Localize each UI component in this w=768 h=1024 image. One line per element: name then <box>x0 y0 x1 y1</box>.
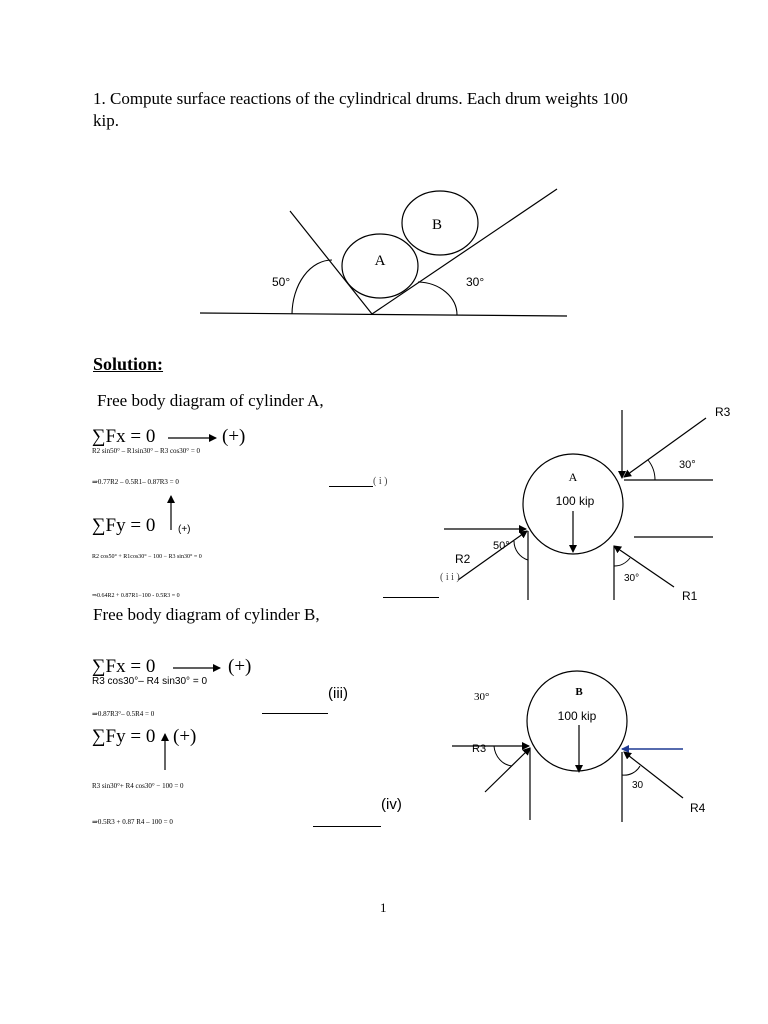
angle-label-right: 30° <box>466 275 485 289</box>
left-wall <box>290 211 372 314</box>
a-eq1: R2 sin50° – R1sin30° – R3 cos30° = 0 <box>92 447 201 455</box>
r3-angle-arc-b <box>494 746 512 766</box>
fbd-cylinder-b <box>452 671 706 822</box>
r1-angle-arc-a <box>614 558 630 566</box>
r4-arrow-b <box>624 752 683 798</box>
b-eq1: R3 cos30°– R4 sin30° = 0 <box>92 676 208 687</box>
problem-statement: 1. Compute surface reactions of the cylindrical drums. Each drum weights 100 kip. <box>93 89 628 130</box>
fbd-cylinder-a <box>444 405 731 603</box>
r1-label-a: R1 <box>682 589 698 603</box>
a-fx-positive: (+) <box>222 426 246 447</box>
cylinder-b-label: B <box>575 686 583 698</box>
a-sum-fx: ∑Fx = 0 <box>92 426 156 447</box>
right-incline <box>372 189 557 314</box>
r4-angle-arc-b <box>622 766 640 775</box>
b-sum-fx: ∑Fx = 0 <box>92 656 156 677</box>
r3-arrow-b <box>485 748 530 792</box>
cylinder-a-label: A <box>568 470 578 484</box>
a-eq2-marker: ( i i ) <box>440 572 460 583</box>
b-eq2: R3 sin30°+ R4 cos30° − 100 = 0 <box>92 782 184 790</box>
a-fy-positive: (+) <box>178 524 191 535</box>
b-eq1-result: ⇒0.87R3°– 0.5R4 = 0 <box>92 710 155 718</box>
b-fx-positive: (+) <box>228 656 252 677</box>
angle-label-left: 50° <box>272 275 291 289</box>
b-eq2-result: ⇒0.5R3 + 0.87 R4 – 100 = 0 <box>92 818 173 826</box>
a-sum-fy: ∑Fy = 0 <box>92 515 156 536</box>
drum-a-label: A <box>374 253 386 269</box>
fbd-b-title: Free body diagram of cylinder B, <box>93 605 320 624</box>
a-eq1-blank <box>329 486 373 487</box>
b-eq2-blank <box>313 826 381 827</box>
ground-line <box>200 313 567 316</box>
angle-arc-right <box>418 282 457 315</box>
b-eq2-marker: (iv) <box>381 796 402 813</box>
r3-angle-arc-a <box>648 460 655 480</box>
a-eq2-blank <box>383 597 439 598</box>
a-eq1-result: ⇒0.77R2 – 0.5R1– 0.87R3 = 0 <box>92 478 179 486</box>
r3-angle-label-b: 30° <box>474 691 490 703</box>
drum-groove-figure <box>200 189 567 316</box>
r3-label-a: R3 <box>715 405 731 419</box>
angle-arc-left <box>292 260 332 314</box>
r2-label-a: R2 <box>455 552 471 566</box>
solution-heading: Solution: <box>93 354 164 374</box>
r3-label-b: R3 <box>472 743 487 755</box>
a-eq2: R2 cos50° + R1cos30° − 100 − R3 sin30° = 0 <box>92 554 202 560</box>
cylinder-a-weight: 100 kip <box>555 494 595 508</box>
a-eq1-marker: ( i ) <box>373 476 388 487</box>
b-eq1-blank <box>262 713 328 714</box>
fbd-a-title: Free body diagram of cylinder A, <box>97 391 324 410</box>
b-sum-fy: ∑Fy = 0 <box>92 726 156 747</box>
r1-angle-label-a: 30° <box>624 573 640 584</box>
page-number: 1 <box>380 900 387 915</box>
b-fy-positive: (+) <box>173 726 197 747</box>
a-eq2-result: ⇒0.64R2 + 0.87R1−100 - 0.5R3 = 0 <box>92 593 180 599</box>
r4-label-b: R4 <box>690 801 706 815</box>
r2-angle-label-a: 50° <box>493 540 510 552</box>
r3-angle-label-a: 30° <box>679 459 696 471</box>
drum-b-label: B <box>431 217 443 233</box>
b-eq1-marker: (iii) <box>328 685 348 702</box>
cylinder-b-weight: 100 kip <box>557 709 597 723</box>
r2-angle-arc-a <box>514 541 528 560</box>
r4-angle-label-b: 30 <box>632 780 644 791</box>
r1-arrow-a <box>614 546 674 587</box>
